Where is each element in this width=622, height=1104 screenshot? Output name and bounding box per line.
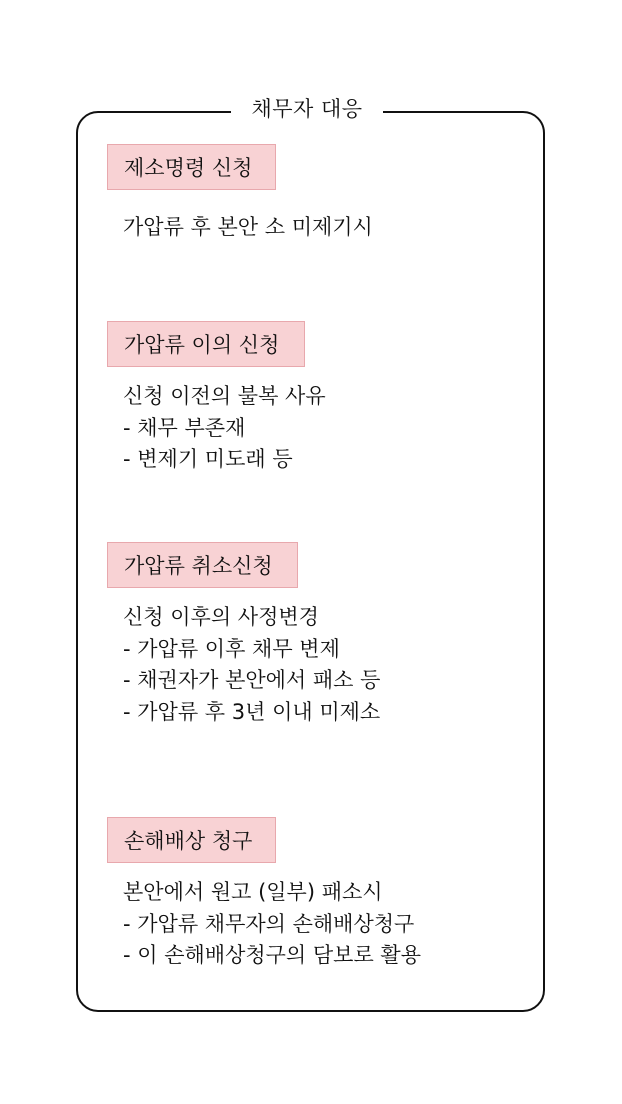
section-line: - 이 손해배상청구의 담보로 활용 [123,943,421,967]
section-line: 신청 이전의 불복 사유 [123,384,326,408]
section-line: - 채권자가 본안에서 패소 등 [123,668,381,692]
section-line: - 가압류 채무자의 손해배상청구 [123,911,415,936]
section-lines [123,212,373,244]
section-heading: 손해배상 청구 [107,817,276,863]
section-lines [123,602,380,728]
section-lines [123,877,421,972]
section-objection [107,321,326,471]
section-line: - 가압류 이후 채무 변제 [123,636,340,661]
section-heading: 가압류 이의 신청 [107,321,305,367]
section-line: - 채무 부존재 [123,415,246,440]
section-damages [107,817,421,967]
section-heading: 가압류 취소신청 [107,542,298,588]
section-line: - 가압류 후 3년 이내 미제소 [123,699,381,724]
diagram-title: 채무자 대응 [231,92,383,126]
section-line: 신청 이후의 사정변경 [123,605,319,629]
section-lines [123,381,326,476]
section-cancellation [107,542,381,724]
section-line: 가압류 후 본안 소 미제기시 [123,215,373,239]
section-line: - 변제기 미도래 등 [123,447,293,471]
section-heading: 제소명령 신청 [107,144,276,190]
section-court-order [107,144,373,239]
section-line: 본안에서 원고 (일부) 패소시 [123,880,383,904]
